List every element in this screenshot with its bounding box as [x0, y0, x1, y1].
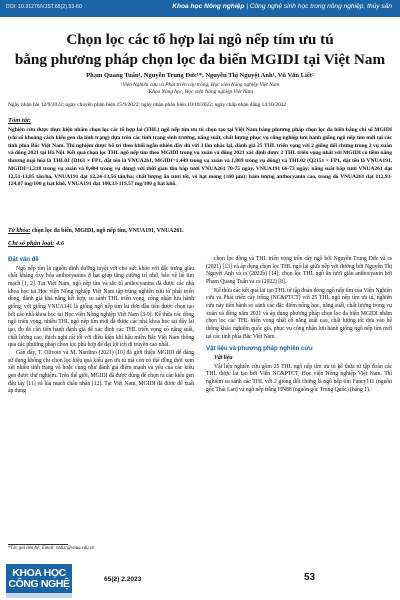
article-title [10, 30, 390, 70]
affiliation-2: ²Khoa Nông học, Học viện Nông nghiệp Việt Nam [147, 89, 253, 95]
materials-paragraph: Vật liệu nghiên cứu gồm 25 THL ngô nếp tím ưu tú kế thừa từ tập đoàn các THL được lai tạo bởi Viện NC&PTCT, Học viện Nông nghiệp Việt Nam. Thí nghiệm so sánh các THL với 2 giống đối chứng là ngô nếp tím Fancy111 (nguồn gốc Thái Lan) và ngô nếp trắng HN88 (nguồn gốc Trung Quốc) (bảng 1). [206, 363, 392, 393]
page-footer [0, 562, 400, 600]
journal-header-bar [0, 0, 400, 17]
intro-paragraph-1: Ngô nếp tím là nguồn dinh dưỡng tuyệt vời cho sức khỏe với đặc trưng giàu chất kháng ôxy hóa anthocyanins ở hạt giúp tăng cường trí nhớ, bảo vệ hệ tim mạch [1, 2]. Tại Việt Nam, ngô nếp tím và sắc tố anthocyanins đã được các nhà khoa học tại Học viện Nông nghiệp Việt Nam tập trung nghiên cứu từ phát triển dòng, đánh giá khả năng kết hợp, so sánh THL triển vọng, công nhận lưu hành giống, với giống VNUA141 là giống ngô nếp tím lai đơn đầu tiên được chọn tạo bởi các nhà khoa học tại Học viện Nông nghiệp Việt Nam [3-9]. Kế thừa các dòng ngô triển vọng, nhiều THL ngô nếp tím mới đã được các nhà khoa học tại đây lai tạo, đo đó cần tiến hành đánh giá để xác định các THL triển vọng có năng suất, chất lượng cao, thích nghi rất tốt với điều kiện khí hậu miền Bắc Việt Nam thông qua các phương pháp chọn lọc phù hợp để đạt lợi ích di truyền cao nhất. [8, 265, 194, 349]
intro-paragraph-2: Gần đây, T. Olivoto và M. Nardino (2021) [10] đã giới thiệu MGIDI để đáng sử dụng không chỉ chọn lọc hiệu quả kiểu gen ưu tú mà còn có thể đồng thời xem xét nhiều tính trạng và hoặc cùng như đánh giá điểm mạnh và yếu của các kiểu gen được thử nghiệm. Trên thế giới, MGIDI đã được dùng để chọn ra các kiểu gen đậu tây [11] và lúa mạch châu nhân [12]. Tại Việt Nam, MGIDI đã được để xuất áp dụng [8, 349, 194, 395]
page-number: 53 [304, 572, 316, 583]
abstract-label: Tóm tắt: [8, 117, 31, 124]
author-list: Phạm Quang Tuấn¹, Nguyễn Trung Đức¹*, Nguyễn Thị Nguyệt Anh¹, Vũ Văn Liết² [86, 72, 314, 79]
keywords-row [8, 228, 392, 234]
classification-row [8, 240, 64, 247]
title-line-2: bằng phương pháp chọn lọc đa biến MGIDI tại Việt Nam [14, 51, 386, 68]
journal-logo [6, 564, 72, 598]
journal-title [172, 3, 392, 10]
logo-line-2: CÔNG NGHỆ [8, 578, 70, 590]
intro-heading: Đặt vấn đề [8, 256, 39, 263]
title-line-1: Chọn lọc các tổ hợp lai ngô nếp tím ưu tú [66, 31, 334, 48]
intro-paragraph-4: Kế thừa các kết quả lai tạo THL từ tập đoàn dòng ngô nếp tím của Viện Nghiên cứu và Phát triển cây trồng (NC&PTCT) với 25 THL ngô nếp tím ưu tú, nghiên cứu này tiến hành so sánh các đặc điểm nông học, năng suất, chất lượng trong vụ xuân và đông năm 2021 và áp dụng phương pháp chọn lọc đa biến MGIDI nhằm chọn lọc các THL triển vọng nhất có năng suất cao, chất lượng tốt dựa vào hệ thống khảo nghiệm quốc gia, phục vụ công nhận lưu hành giống ngô nếp tím mới tại các tỉnh phía Bắc Việt Nam. [206, 287, 392, 340]
keywords-label: Từ khóa: [8, 228, 31, 234]
intro-paragraph-3: chọn lọc dòng và THL triển vọng trên cây ngô bởi Nguyễn Trung Đức và cs (2021) [13] và áp dụng chọn lọc THL ngô lai giữa nếp với đường bởi Nguyễn Thị Nguyệt Anh và cs (2022b) [14]; chọn lọc THL ngô ăn tươi giàu anthocyanin bởi Phạm Quang Tuấn và cs (2022) [8]. [206, 256, 392, 285]
abstract-text: Nghiên cứu được thực hiện nhằm chọn lọc các tổ hợp lai (THL) ngô nếp tím ưu tú chọn tạo tại Việt Nam bằng phương pháp chọn lọc đa biến bằng chỉ số MGIDI (chỉ số khoảng cách kiểu gen đa tính trạng) dựa trên các tính trạng sinh trưởng, năng suất, chất lượng phục vụ công nghiệp lưu hành giống ngô nếp tím mới tại các tỉnh phía Bắc Việt Nam. Thí nghiệm được bố trí theo khối ngẫu nhiên đầy đủ với 3 lần nhắc lại, đánh giá 25 THL triển vọng với 2 giống đối chứng trong 2 vụ xuân và đông 2021 tại Hà Nội. Kết quả chọn lọc THL ngô nếp tím theo MGIDI trong vụ xuân và đông 2021 xác định được 2 THL triển vọng nhất với MGIDI có tiềm năng thương mại hóa là THL01 (D161 × FP1, đặt tên là VNUA261, MGIDI=1,449 trong vụ xuân và 1,869 trong vụ đông) và THL02 (Q2151 × FP1, đặt tên là VNUA191, MGIDI=1,218 trong vụ xuân và 0,404 trong vụ đông) với thời gian thu bắp tươi VNUA261 70-75 ngày, VNUA191 66-73 ngày; năng suất bắp tươi VNUA261 đạt 12,51-13,85 tấn/ha, VNUA191 đạt 12,24-13,56 tấn/ha; chất lượng ăn tươi tốt, vỏ hạt mỏng (≤60 µm); hàm lượng anthocyanin cao, trong đó VNUA261 đạt 112,93-124,07 mg/100 g hạt khô, VNUA191 đạt 100,33-119,57 mg/100 g hạt khô. [8, 127, 392, 188]
classification-value: 4.6 [56, 240, 65, 247]
keywords-value: chọn lọc đa biến, MGIDI, ngô nếp tím, VNUA191, VNUA261. [31, 228, 184, 234]
footnote-divider [8, 544, 68, 545]
submission-dates: Ngày nhận bài 12/9/2022; ngày chuyển phản biện 15/9/2022; ngày nhận phản biện 10/10/2022; ngày chấp nhận đăng 14/10/2022 [8, 102, 287, 108]
methods-heading: Vật liệu và phương pháp nghiên cứu [206, 345, 313, 353]
doi-text: DOI: 10.31276/VJST.65(2).53-60 [6, 4, 82, 10]
materials-subheading: Vật liệu [214, 354, 233, 361]
body-column-right [206, 256, 392, 394]
issue-number: 65(2) 2.2023 [104, 576, 142, 583]
corresponding-author-footnote: *Tác giả liên hệ: Email: ntduc@vnua.edu.vn [8, 546, 95, 551]
logo-strip [6, 593, 72, 598]
affiliation-1: ¹Viện Nghiên cứu và Phát triển cây trồng, Học viện Nông nghiệp Việt Nam [120, 82, 280, 88]
classification-label: Chỉ số phân loại: [8, 240, 55, 247]
body-column-left [8, 256, 194, 396]
logo-line-1: KHOA HỌC [12, 567, 66, 579]
journal-name: Khoa học Nông nghiệp [172, 3, 245, 10]
journal-tagline: | Công nghệ sinh học trong nông nghiệp, thủy sản [244, 3, 392, 10]
